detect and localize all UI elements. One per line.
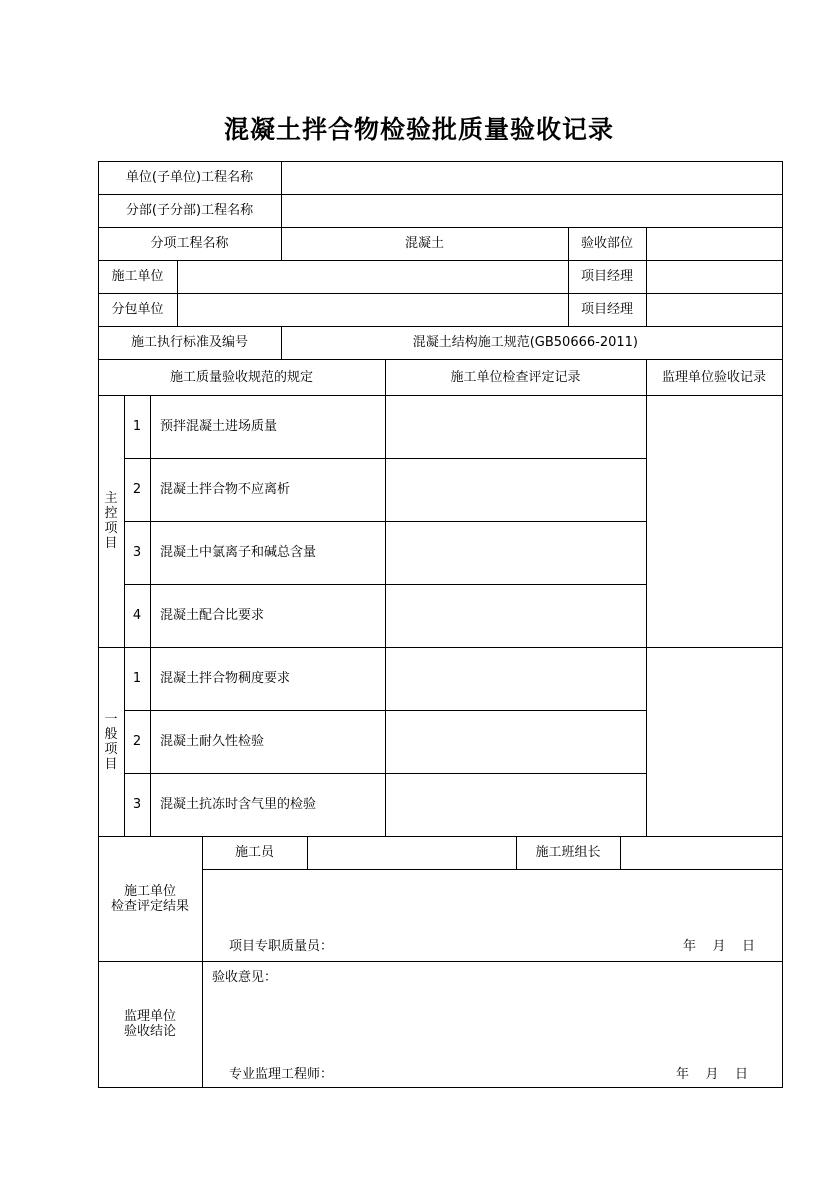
general-item-text: 混凝土拌合物稠度要求 [160,671,291,686]
main-item-text: 混凝土中氯离子和碱总含量 [160,545,317,560]
general-item-contractor-record[interactable] [385,710,646,773]
general-items-group-label: 一 般 项 目 [104,711,118,772]
column-header-contractor: 施工单位检查评定记录 [450,369,581,385]
project-manager-label: 项目经理 [580,269,633,284]
main-item-number: 4 [132,608,142,623]
contractor-date: 年 月 日 [683,939,756,954]
standard-value[interactable]: 混凝土结构施工规范(GB50666-2011) [412,335,638,350]
main-items-supervisor-record[interactable] [646,395,782,647]
subcontract-unit-label: 分包单位 [111,302,164,317]
main-item-number: 2 [132,482,142,497]
acceptance-part-label: 验收部位 [580,236,633,251]
h-line [98,1087,783,1088]
general-item-contractor-record[interactable] [385,773,646,836]
construction-unit-label: 施工单位 [111,269,164,284]
general-item-number: 1 [132,671,142,686]
project-manager-value[interactable] [646,260,782,293]
main-item-text: 混凝土拌合物不应离析 [160,482,291,497]
engineer-label: 专业监理工程师： [229,1067,334,1082]
general-item-number: 3 [132,797,142,812]
quality-officer-label: 项目专职质量员： [229,939,334,954]
worker-label: 施工员 [234,845,274,860]
standard-label: 施工执行标准及编号 [130,335,248,350]
subitem-value[interactable]: 混凝土 [404,236,444,251]
h-line [202,869,783,870]
subcontract-unit-value[interactable] [177,293,568,326]
main-item-contractor-record[interactable] [385,521,646,584]
contractor-result-label: 施工单位 检查评定结果 [110,883,189,914]
main-item-text: 混凝土配合比要求 [160,608,265,623]
construction-unit-value[interactable] [177,260,568,293]
team-leader-value[interactable] [620,836,782,869]
division-value[interactable] [281,194,782,227]
general-item-contractor-record[interactable] [385,647,646,710]
v-line [202,836,203,1087]
v-line [782,161,783,1088]
project-manager-value[interactable] [646,293,782,326]
worker-value[interactable] [307,836,516,869]
unit-project-value[interactable] [281,161,782,194]
general-item-text: 混凝土抗冻时含气里的检验 [160,797,317,812]
main-item-number: 1 [132,419,142,434]
general-items-supervisor-record[interactable] [646,647,782,836]
column-header-spec: 施工质量验收规范的规定 [169,369,313,385]
subitem-label: 分项工程名称 [150,236,229,251]
main-item-contractor-record[interactable] [385,395,646,458]
unit-project-label: 单位(子单位)工程名称 [125,170,254,185]
column-header-supervisor: 监理单位验收记录 [661,369,766,385]
general-item-text: 混凝土耐久性检验 [160,734,265,749]
supervisor-result-label: 监理单位 验收结论 [123,1009,176,1039]
acceptance-part-value[interactable] [646,227,782,260]
supervisor-date: 年 月 日 [676,1067,749,1082]
main-item-text: 预拌混凝土进场质量 [160,419,278,434]
main-item-contractor-record[interactable] [385,458,646,521]
form-title: 混凝土拌合物检验批质量验收记录 [223,115,614,144]
general-item-number: 2 [132,734,142,749]
project-manager-label: 项目经理 [580,302,633,317]
opinion-label: 验收意见： [212,970,278,985]
division-label: 分部(子分部)工程名称 [125,203,254,218]
team-leader-label: 施工班组长 [535,845,601,860]
main-item-number: 3 [132,545,142,560]
main-items-group-label: 主 控 项 目 [104,491,118,551]
main-item-contractor-record[interactable] [385,584,646,647]
